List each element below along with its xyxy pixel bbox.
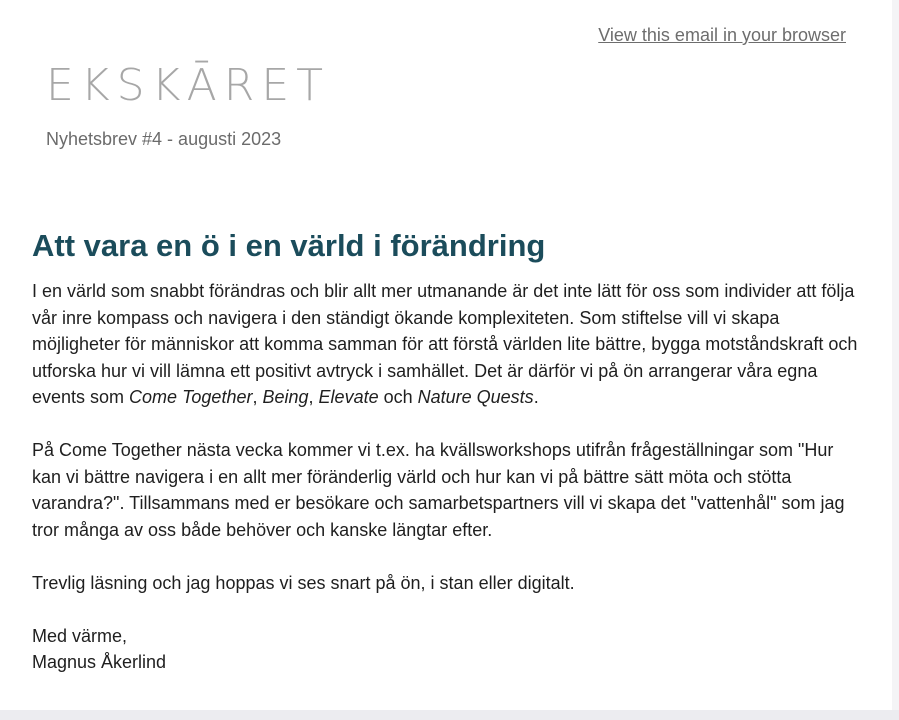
event-name-elevate: Elevate — [318, 387, 379, 408]
period: . — [533, 387, 539, 408]
article — [32, 226, 864, 676]
separator: , — [252, 387, 263, 408]
footer-band — [0, 710, 899, 720]
newsletter-issue-label: Nyhetsbrev #4 - augusti 2023 — [46, 129, 282, 149]
brand-logo: EKSKĀRET — [46, 60, 331, 111]
view-in-browser-link[interactable]: View this email in your browser — [598, 25, 846, 45]
intro-text: I en värld som snabbt förändras och blir allt mer utmanande är det inte lätt för oss som individer att följa vår inre kompass och navigera i den ständigt ökande komplexiteten. Som stiftelse vill vi skapa möjligheter för människor att komma samman för att förstå världen lite bättre, bygga motståndskraft och utforska hur vi vill lämna ett positivt avtryck i samhället. Det är därför vi på ön arrangerar våra egna events som — [32, 281, 858, 408]
signature-name: Magnus Åkerlind — [32, 652, 167, 673]
article-signoff — [32, 623, 864, 676]
event-name-being: Being — [262, 387, 309, 408]
separator: , — [308, 387, 319, 408]
event-name-come-together: Come Together — [129, 387, 253, 408]
event-name-nature-quests: Nature Quests — [417, 387, 534, 408]
article-title: Att vara en ö i en värld i förändring — [32, 228, 546, 263]
article-paragraph-intro — [32, 278, 864, 411]
article-paragraph-greeting: Trevlig läsning och jag hoppas vi ses snart på ön, i stan eller digitalt. — [32, 572, 575, 593]
article-paragraph-come-together: På Come Together nästa vecka kommer vi t.ex. ha kvällsworkshops utifrån frågeställningar som "Hur kan vi bättre navigera i en allt mer föränderlig värld och hur kan vi på bättre sätt möta och stötta varandra?". Tillsammans med er besökare och samarbetspartners vill vi skapa det "vattenhål" som jag tror många av oss både behöver och kanske längtar efter. — [32, 440, 845, 540]
closing-line: Med värme, — [32, 625, 128, 646]
conjunction: och — [378, 387, 418, 408]
